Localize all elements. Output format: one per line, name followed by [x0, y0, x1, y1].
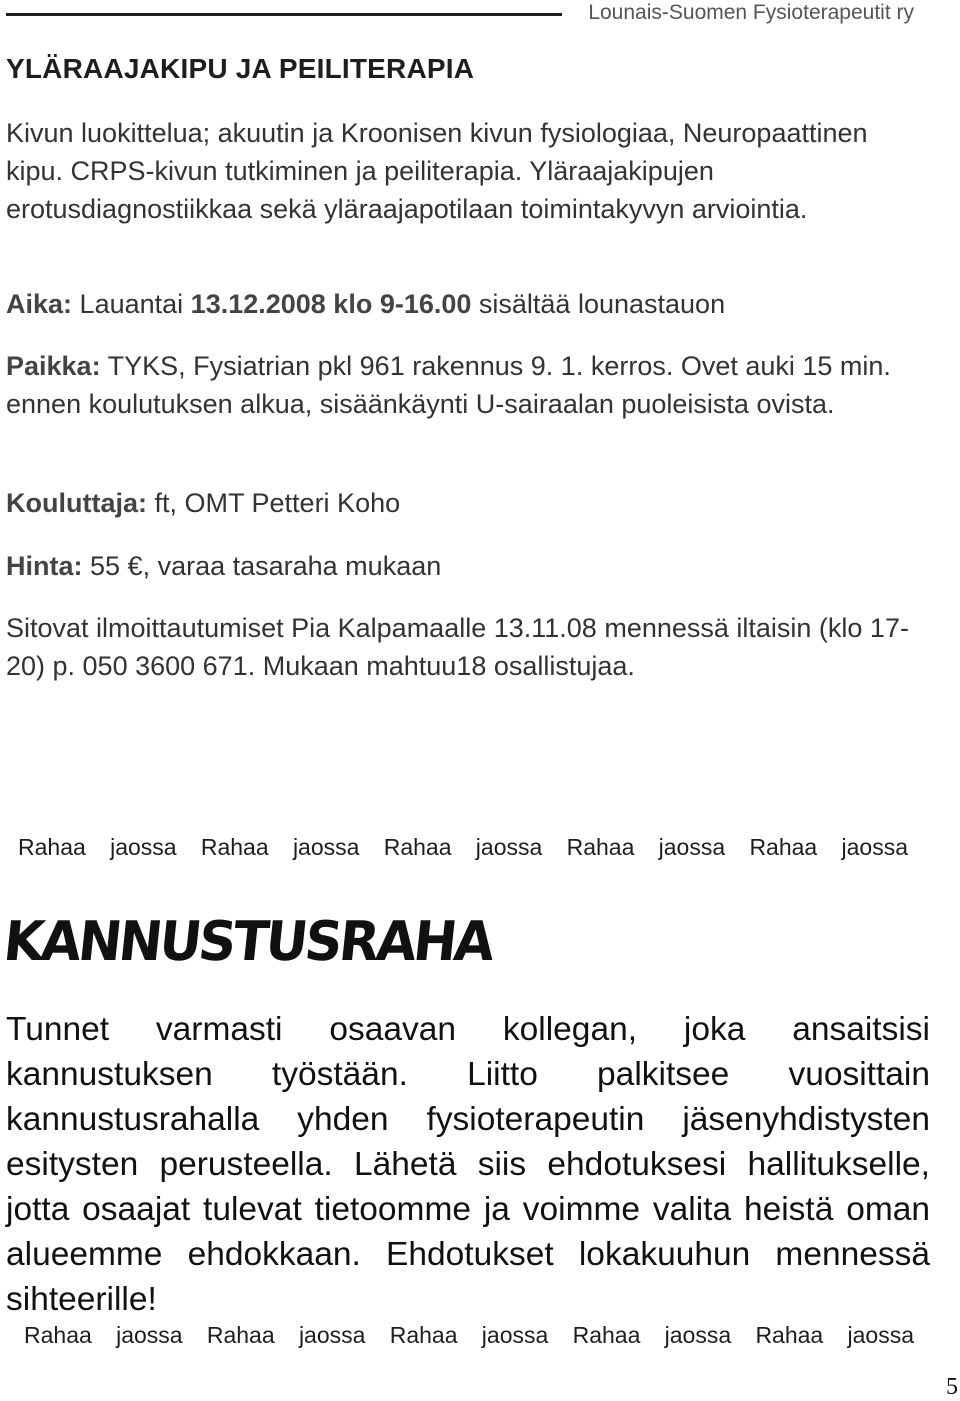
ad-word: jaossa	[841, 834, 908, 860]
kannustusraha-body: Tunnet varmasti osaavan kollegan, joka ansaitsisi kannustuksen työstään. Liitto palkitsee vuosittain kannustusrahalla yhden fysioterapeutin jäsenyhdistysten esitysten perusteella. Lähetä siis ehdotuksesi hallitukselle, jotta osaajat tulevat tietoomme ja voimme valita heistä oman alueemme ehdokkaan. Ehdotukset lokakuuhun mennessä sihteerille!	[6, 1011, 930, 1318]
page-number: 5	[946, 1374, 958, 1400]
course-registration: Sitovat ilmoittautumiset Pia Kalpamaalle 13.11.08 mennessä iltaisin (klo 17-20) p. 050 3600 671. Mukaan mahtuu18 osallistujaa.	[6, 613, 909, 681]
ad-word: Rahaa	[566, 834, 635, 860]
ad-banner-top	[18, 834, 908, 861]
time-day: Lauantai	[79, 289, 184, 319]
time-note: sisältää lounastauon	[478, 289, 726, 319]
course-title: YLÄRAAJAKIPU JA PEILITERAPIA	[6, 53, 475, 84]
ad-banner-bottom	[24, 1322, 914, 1349]
ad-word: Rahaa	[383, 834, 452, 860]
ad-word: Rahaa	[18, 834, 86, 860]
ad-word: Rahaa	[749, 834, 818, 860]
ad-word: jaossa	[658, 834, 726, 860]
trainer-label: Kouluttaja:	[6, 488, 147, 518]
ad-word: jaossa	[475, 834, 543, 860]
ad-word: jaossa	[292, 834, 360, 860]
place-text: TYKS, Fysiatrian pkl 961 rakennus 9. 1. kerros. Ovet auki 15 min. ennen koulutuksen alkua, sisäänkäynti U-sairaalan puoleisista ovista.	[6, 351, 891, 419]
time-label: Aika:	[6, 289, 73, 319]
course-time	[6, 285, 926, 323]
ad-word: Rahaa	[389, 1322, 458, 1348]
ad-word: Rahaa	[200, 834, 269, 860]
ad-word: Rahaa	[206, 1322, 275, 1348]
place-label: Paikka:	[6, 351, 101, 381]
course-price	[6, 547, 926, 585]
organization-name: Lounais-Suomen Fysioterapeutit ry	[588, 1, 914, 24]
time-date: 13.12.2008 klo 9-16.00	[190, 289, 472, 319]
header-rule	[6, 13, 562, 16]
course-intro: Kivun luokittelua; akuutin ja Kroonisen kivun fysiologiaa, Neuropaattinen kipu. CRPS-kivun tutkiminen ja peiliterapia. Yläraajakipujen erotusdiagnostiikkaa sekä yläraajapotilaan toimintakyvyn arviointia.	[6, 118, 868, 224]
course-place	[6, 347, 926, 423]
trainer-text: ft, OMT Petteri Koho	[154, 488, 401, 518]
price-text: 55 €, varaa tasaraha mukaan	[90, 551, 442, 581]
ad-word: jaossa	[847, 1322, 914, 1348]
ad-word: Rahaa	[755, 1322, 824, 1348]
kannustusraha-title: KANNUSTUSRAHA	[0, 910, 495, 974]
ad-word: jaossa	[664, 1322, 732, 1348]
price-label: Hinta:	[6, 551, 83, 581]
ad-word: Rahaa	[572, 1322, 641, 1348]
ad-word: jaossa	[116, 1322, 183, 1348]
ad-word: jaossa	[110, 834, 177, 860]
ad-word: jaossa	[481, 1322, 549, 1348]
ad-word: Rahaa	[24, 1322, 92, 1348]
course-trainer	[6, 484, 926, 522]
ad-word: jaossa	[298, 1322, 366, 1348]
